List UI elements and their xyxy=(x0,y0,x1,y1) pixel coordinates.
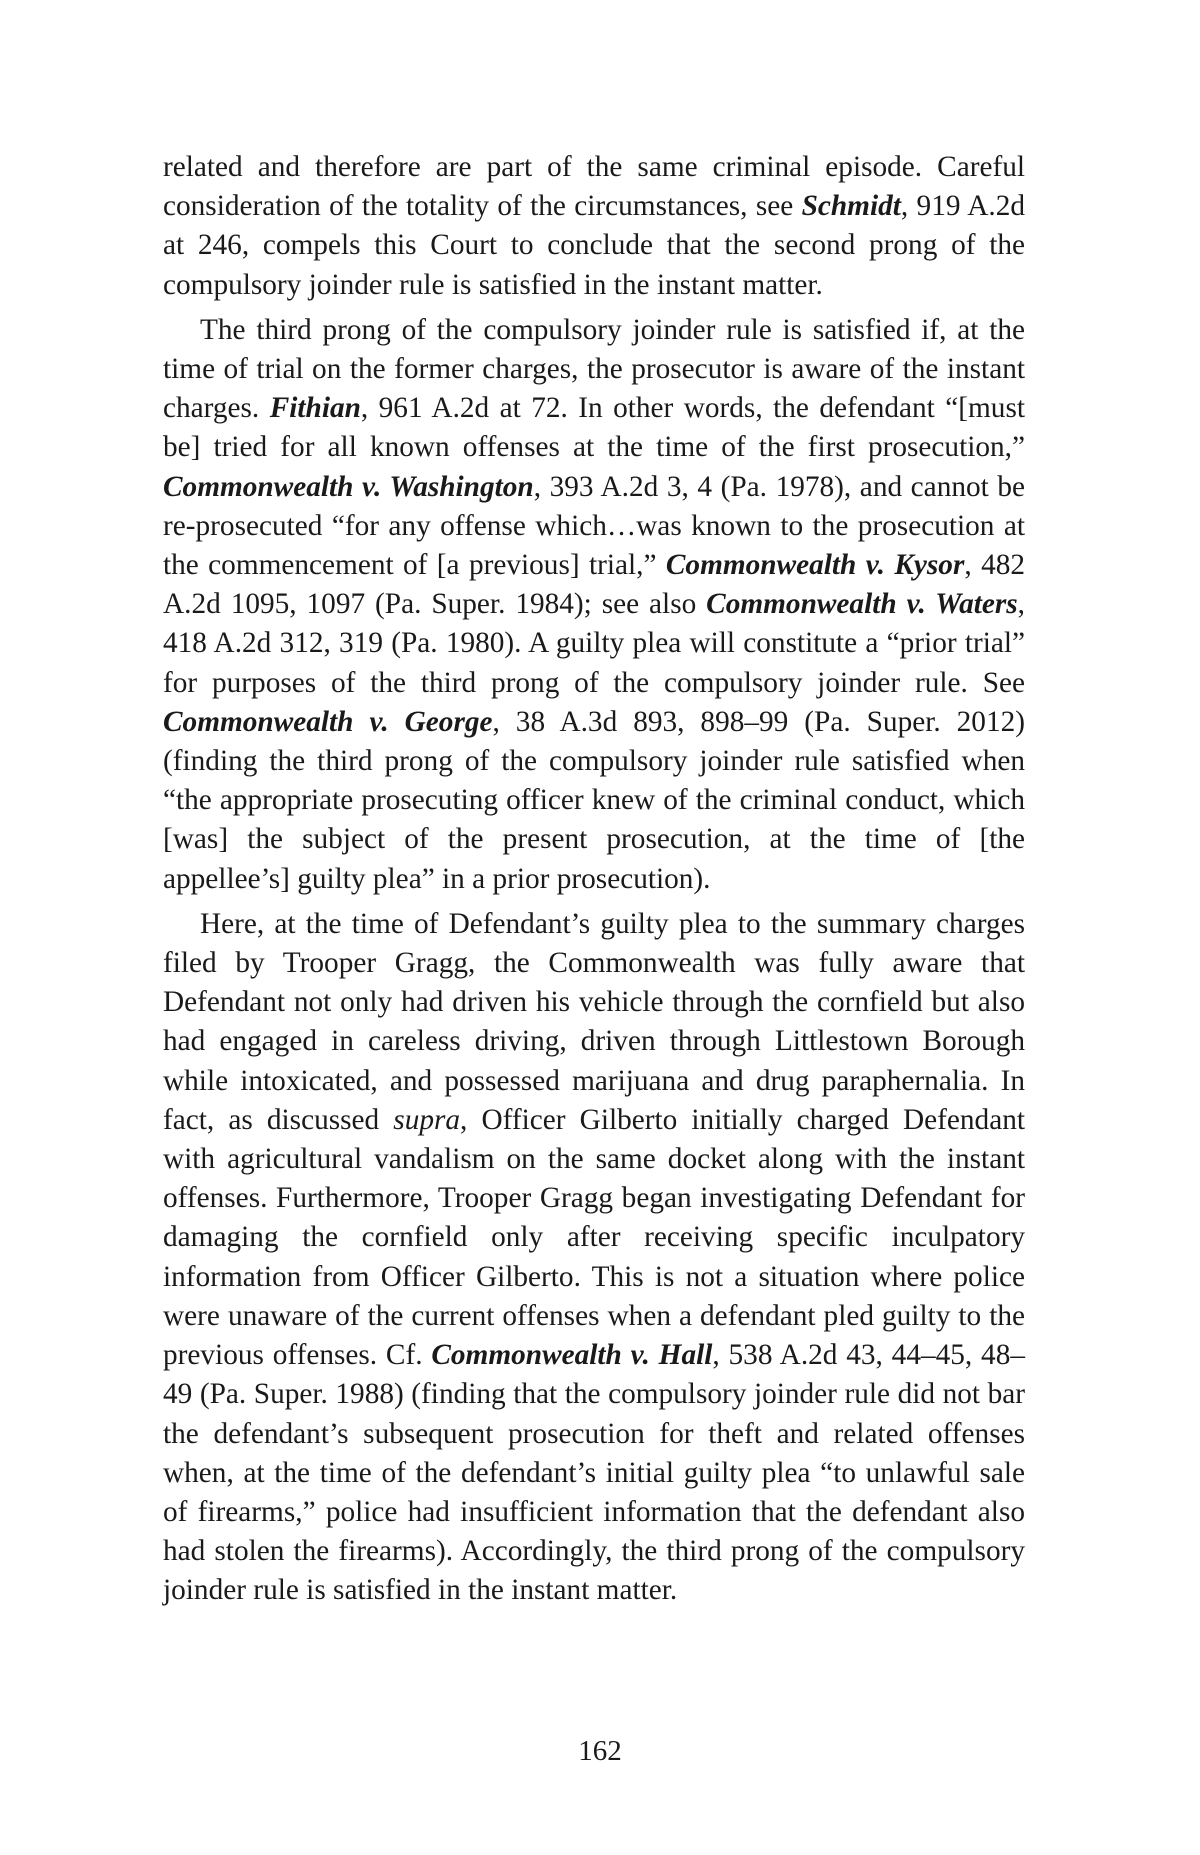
paragraph-3 xyxy=(163,905,1025,1611)
text-run: , 919 A.2d at 246, compels this Court to conclude that the second prong of the compulsory joinder rule is satisfied in the instant matter. xyxy=(163,190,1025,301)
case-citation: Commonwealth v. Waters xyxy=(706,588,1018,621)
text-run: , 418 A.2d 312, 319 (Pa. 1980). A guilty plea will constitute a “prior trial” for purposes of the third prong of the compulsory joinder rule. See xyxy=(163,588,1025,699)
case-citation: Commonwealth v. George xyxy=(163,705,493,738)
page-body xyxy=(163,148,1025,1617)
case-citation: Fithian xyxy=(269,392,361,425)
text-run: , 482 A.2d 1095, 1097 (Pa. Super. 1984); see also xyxy=(163,549,1026,621)
case-citation: Commonwealth v. Washington xyxy=(163,470,534,503)
page-number: 162 xyxy=(578,1735,622,1767)
text-run: The third prong of the compulsory joinder rule is satisfied if, at the time of trial on the former charges, the prosecutor is aware of the instant charges. xyxy=(163,313,1025,425)
text-run: Here, at the time of Defendant’s guilty plea to the summary charges filed by Trooper Gragg, the Commonwealth was fully aware that Defendant not only had driven his vehicle through the cornfield but also had engaged in careless driving, driven through Littlestown Borough while intoxicated, and possessed marijuana and drug paraphernalia. In fact, as discussed xyxy=(163,907,1025,1136)
paragraph-1 xyxy=(163,148,1025,305)
text-run: , 961 A.2d at 72. In other words, the defendant “[must be] tried for all known offenses at the time of the first prosecution,” xyxy=(163,392,1025,464)
case-citation: Commonwealth v. Hall xyxy=(431,1339,713,1372)
text-run: , 38 A.3d 893, 898–99 (Pa. Super. 2012) (finding the third prong of the compulsory joinder rule satisfied when “the appropriate prosecuting officer knew of the criminal conduct, which [was] the subject of the present prosecution, at the time of [the appellee’s] guilty plea” in a prior prosecution). xyxy=(163,705,1025,895)
text-run: related and therefore are part of the same criminal episode. Careful consideration of the totality of the circumstances, see xyxy=(163,151,1025,223)
paragraph-2 xyxy=(163,311,1025,899)
text-run: , 393 A.2d 3, 4 (Pa. 1978), and cannot be re-prosecuted “for any offense which…was known to the prosecution at the commencement of [a previous] trial,” xyxy=(163,470,1025,582)
italic-term: supra xyxy=(393,1103,461,1136)
text-run: , Officer Gilberto initially charged Defendant with agricultural vandalism on the same docket along with the instant offenses. Furthermore, Trooper Gragg began investigating Defendant for damaging the cornfield only after receiving specific inculpatory information from Officer Gilberto. This is not a situation where police were unaware of the current offenses when a defendant pled guilty to the previous offenses. Cf. xyxy=(163,1103,1025,1372)
case-citation: Commonwealth v. Kysor xyxy=(665,549,965,582)
text-run: , 538 A.2d 43, 44–45, 48–49 (Pa. Super. 1988) (finding that the compulsory joinder rule did not bar the defendant’s subsequent prosecution for theft and related offenses when, at the time of the defendant’s initial guilty plea “to unlawful sale of firearms,” police had insufficient information that the defendant also had stolen the firearms). Accordingly, the third prong of the compulsory joinder rule is satisfied in the instant matter. xyxy=(163,1339,1026,1607)
case-citation: Schmidt xyxy=(801,190,901,223)
